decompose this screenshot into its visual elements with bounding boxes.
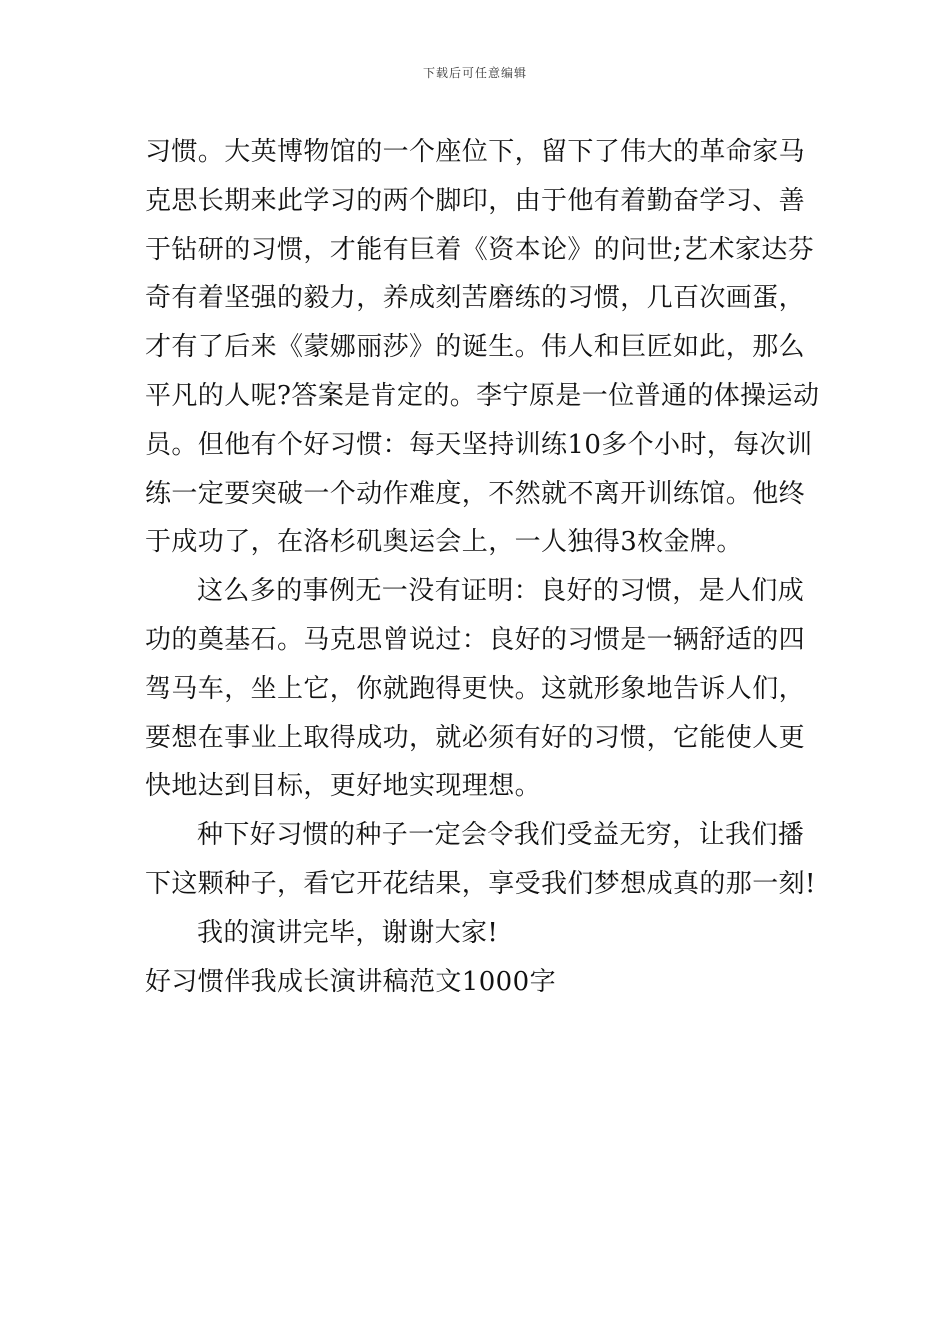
- paragraph-line: 于成功了，在洛杉矶奥运会上，一人独得3枚金牌。: [145, 527, 743, 558]
- paragraph-line: 这么多的事例无一没有证明：良好的习惯，是人们成: [197, 576, 805, 607]
- paragraph-line: 才有了后来《蒙娜丽莎》的诞生。伟人和巨匠如此，那么: [145, 332, 806, 363]
- paragraph-line: 习惯。大英博物馆的一个座位下，留下了伟大的革命家马: [145, 137, 806, 167]
- paragraph-line: 驾马车，坐上它，你就跑得更快。这就形象地告诉人们，: [145, 673, 806, 704]
- paragraph-line: 种下好习惯的种子一定会令我们受益无穷，让我们播: [197, 820, 805, 851]
- paragraph-line: 克思长期来此学习的两个脚印，由于他有着勤奋学习、善: [145, 185, 806, 216]
- paragraph-line: 功的奠基石。马克思曾说过：良好的习惯是一辆舒适的四: [145, 624, 806, 655]
- paragraph-line: 奇有着坚强的毅力，养成刻苦磨练的习惯，几百次画蛋，: [145, 283, 806, 314]
- document-body: [145, 128, 820, 1006]
- paragraph-line: 员。但他有个好习惯：每天坚持训练10多个小时，每次训: [145, 429, 813, 460]
- paragraph-line: 要想在事业上取得成功，就必须有好的习惯，它能使人更: [145, 722, 806, 753]
- paragraph-line: 练一定要突破一个动作难度，不然就不离开训练馆。他终: [145, 478, 806, 509]
- header-note: 下载后可任意编辑: [422, 66, 527, 80]
- paragraph-line: 快地达到目标，更好地实现理想。: [145, 771, 542, 802]
- paragraph-line: 我的演讲完毕，谢谢大家!: [197, 917, 499, 948]
- paragraph-line: 平凡的人呢?答案是肯定的。李宁原是一位普通的体操运动: [145, 380, 820, 411]
- document-title-line: 好习惯伴我成长演讲稿范文1000字: [145, 966, 556, 997]
- paragraph-line: 下这颗种子，看它开花结果，享受我们梦想成真的那一刻!: [145, 868, 816, 899]
- paragraph-line: 于钻研的习惯，才能有巨着《资本论》的问世;艺术家达芬: [145, 234, 815, 265]
